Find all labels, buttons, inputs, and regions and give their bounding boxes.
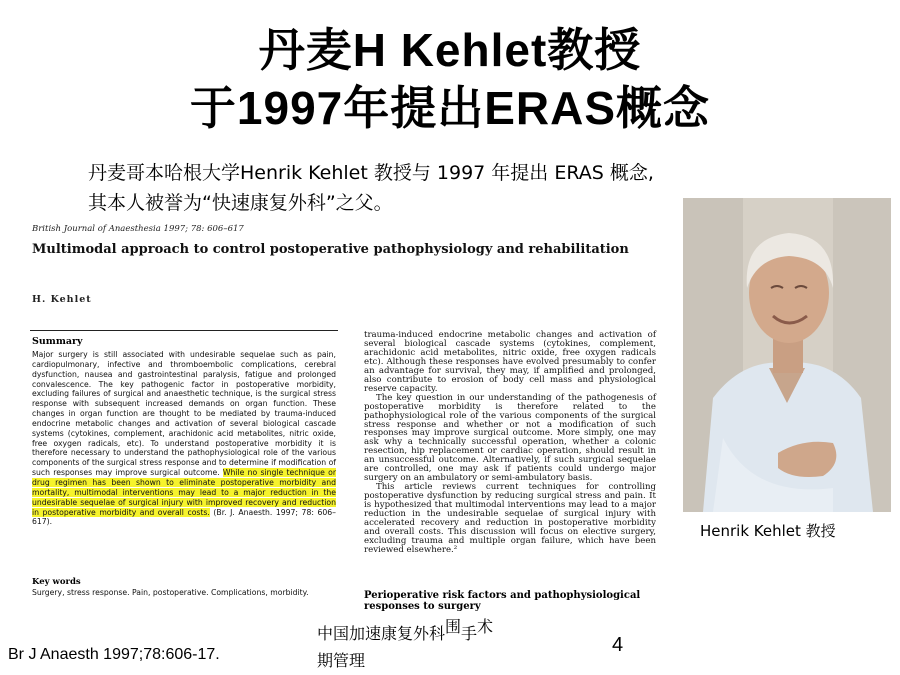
right-column-paragraph-2: The key question in our understanding of the pathogenesis of postoperative morbidity is therefore related to the pathophysiological role of the various components of the surgical stress response and whether or not a modification of such responses may improve surgical outcome. More simply, one may ask why a technically successful operation, whether a colonic resection, hip replacement or cardiac operation, should result in an unsuccessful outcome. Alternatively, if such surgical sequelae are controlled, one may ask if patients could undergo major surgery on an ambulatory or semi-ambulatory basis. bbox=[364, 392, 656, 484]
portrait-illustration bbox=[683, 198, 891, 512]
photo-caption: Henrik Kehlet 教授 bbox=[700, 522, 836, 540]
right-column-paragraph-1: trauma-induced endocrine metabolic changes and activation of several biological cascade systems (cytokines, complement, arachidonic acid metabolites, nitric oxide, free oxygen radicals etc). Although these responses have evolved presumably to confer an advantage for survival, they may, if amplified and prolonged, also contribute to erosion of body cell mass and physiological reserve capacity. bbox=[364, 330, 656, 394]
journal-citation-header: British Journal of Anaesthesia 1997; 78: 606–617 bbox=[32, 224, 244, 234]
summary-heading: Summary bbox=[32, 336, 83, 347]
intro-line-1: 丹麦哥本哈根大学Henrik Kehlet 教授与 1997 年提出 ERAS 概念, bbox=[88, 162, 654, 184]
org-name-superscript-1: 围 bbox=[445, 617, 462, 636]
summary-box bbox=[30, 330, 338, 612]
org-name-line-2: 期管理 bbox=[317, 651, 366, 670]
paper-right-column bbox=[364, 331, 656, 555]
summary-reference: (Br. J. Anaesth. 1997; 78: 606–617). bbox=[32, 507, 336, 527]
right-column-paragraph-3: This article reviews current techniques for controlling postoperative dysfunction by reducing surgical stress and pain. It is hypothesized that multimodal interventions may lead to a major reduction in the undesirable sequelae of surgical injury with accelerated recovery and reduction in postoperative morbidity and overall costs. This discussion will focus on elective surgery, excluding trauma and multiple organ failure, which have been reviewed elsewhere.² bbox=[364, 482, 656, 555]
keywords-heading: Key words bbox=[32, 577, 81, 587]
paper-excerpt bbox=[28, 222, 656, 627]
portrait-photo bbox=[683, 198, 891, 512]
org-name-superscript-2: 术 bbox=[477, 617, 494, 636]
intro-line-2: 其本人被誉为“快速康复外科”之父。 bbox=[88, 192, 393, 214]
summary-highlight: While no single technique or drug regimen has been shown to eliminate postoperative morbidity and mortality, multimodal interventions may lead to a major reduction in the undesirable sequelae of surgical injury with improved recovery and reduction in postoperative morbidity and overall costs. bbox=[32, 468, 336, 517]
paper-title: Multimodal approach to control postoperative pathophysiology and rehabilitation bbox=[32, 242, 629, 257]
org-name-part-1: 中国加速康复外科 bbox=[317, 624, 446, 643]
page-number: 4 bbox=[612, 634, 624, 656]
summary-text bbox=[32, 350, 336, 527]
footer-organization bbox=[317, 617, 617, 674]
slide-title-line-1: 丹麦H Kehlet教授 bbox=[258, 24, 642, 76]
summary-body: Major surgery is still associated with undesirable sequelae such as pain, cardiopulmonary, infective and thromboembolic complications, cerebral dysfunction, nausea and gastrointestinal paralysis, fatigue and prolonged convalescence. The key pathogenic factor in postoperative morbidity, excluding failures of surgical and anaesthetic technique, is the surgical stress response with subsequent increased demands on organ function. These changes in organ function are thought to be mediated by trauma-induced endocrine metabolic changes and activation of several biological cascade systems (cytokines, complement, arachidonic acid metabolites, nitric oxide, free oxygen radicals, etc). To understand postoperative morbidity it is therefore necessary to understand the pathophysiological role of the various components of the surgical stress response and to determine if modification of such responses may improve surgical outcome. bbox=[32, 350, 336, 478]
keywords-text: Surgery, stress response. Pain, postoperative. Complications, morbidity. bbox=[32, 588, 309, 597]
paper-author: H. Kehlet bbox=[32, 294, 92, 305]
org-name-middle: 手 bbox=[461, 624, 478, 643]
section-heading: Perioperative risk factors and pathophysiological responses to surgery bbox=[364, 590, 641, 612]
slide-title-line-2: 于1997年提出ERAS概念 bbox=[189, 82, 711, 134]
citation: Br J Anaesth 1997;78:606-17. bbox=[8, 646, 220, 663]
